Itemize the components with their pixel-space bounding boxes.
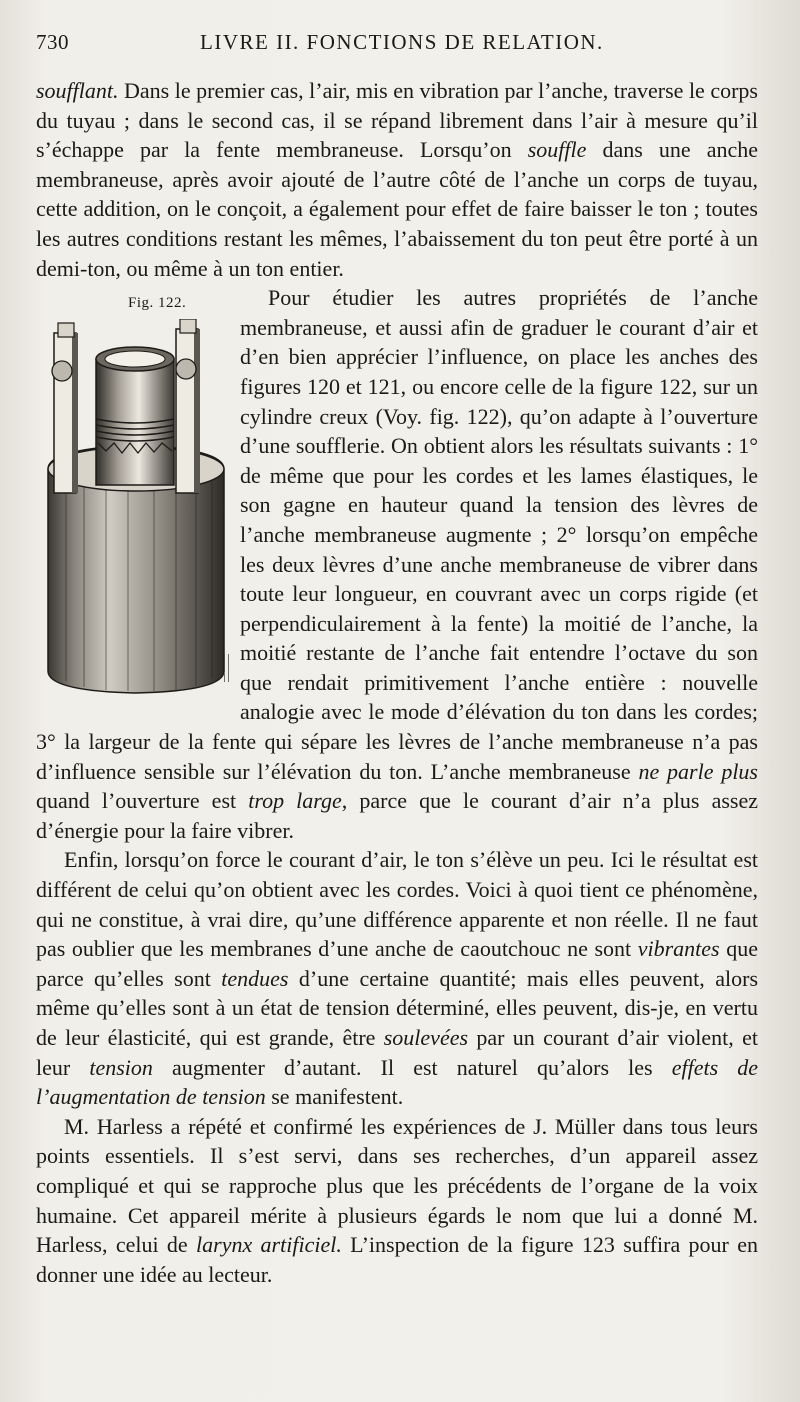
- emphasis: tension: [89, 1054, 153, 1080]
- paragraph-2: [36, 283, 758, 845]
- text-run: quand l’ouverture est: [36, 788, 249, 814]
- emphasis: souffle: [527, 137, 587, 163]
- emphasis: vibrantes: [637, 936, 720, 962]
- emphasis: effets de l’augmentation de tension: [36, 1054, 759, 1110]
- emphasis: tendues: [221, 965, 289, 991]
- text-run: dans une anche membraneuse, après avoir ajouté de l’autre côté de l’anche un corps de tuyau, cette addition, on le conçoit, a également pour effet de faire baisser le ton ; toutes les autres conditions restant les mêmes, l’abaissement du ton peut être porté à un demi-ton, ou même à un ton entier.: [36, 137, 758, 281]
- text-run: L’inspection de la figure 123 suffira pour en donner une idée au lecteur.: [36, 1232, 758, 1287]
- running-title: LIVRE II. FONCTIONS DE RELATION.: [200, 30, 604, 54]
- text-run: , parce que le courant d’air n’a plus assez d’énergie pour la faire vibrer.: [36, 788, 758, 843]
- paragraph-4: [36, 1112, 758, 1290]
- text-run: par un courant d’air violent, et leur: [36, 1025, 758, 1080]
- paragraph-1: [36, 76, 758, 283]
- body-text: [36, 76, 758, 1289]
- figure-caption: Fig. 122.: [128, 295, 187, 312]
- text-run: que parce qu’elles sont: [36, 936, 759, 991]
- paragraph-3: [36, 845, 758, 1111]
- text-run: Dans le premier cas, l’air, mis en vibration par l’anche, traverse le corps du tuyau ; dans le second cas, il se répand librement dans l’air à mesure qu’il s’échappe par la fente membraneuse. Lorsqu’on: [36, 78, 758, 163]
- text-run: se manifestent.: [265, 1084, 404, 1110]
- text-run: Pour étudier les autres propriétés de l’anche membraneuse, et aussi afin de graduer le courant d’air et d’en bien apprécier l’influence, on place les anches des figures 120 et 121, ou encore celle de la figure 122, sur un cylindre creux (Voy. fig. 122), qu’on adapte à l’ouverture d’une soufflerie. On obtient alors les résultats suivants : 1° de même que pour les cordes et les lames élastiques, le son gagne en hauteur quand la tension des lèvres de l’anche membraneuse augmente ; 2° lorsqu’on empêche les deux lèvres d’une anche membraneuse de vibrer dans toute leur longueur, en couvrant avec un corps rigide (et perpendiculairement à la fente) la moitié de l’anche, la moitié restante de l’anche fait entendre l’octave du son que rendait primitivement l’anche entière : nouvelle analogie avec le mode d’élévation du ton dans les cordes; 3° la largeur de la fente qui sépare les lèvres de l’anche membraneuse n’a pas d’influence sensible sur l’élévation du ton. L’anche membraneuse: [36, 285, 758, 784]
- emphasis: soulevées: [383, 1025, 469, 1050]
- emphasis: trop large: [248, 788, 342, 814]
- emphasis: soufflant.: [36, 78, 119, 103]
- page-number: 730: [36, 30, 69, 54]
- text-run: Enfin, lorsqu’on force le courant d’air, le ton s’élève un peu. Ici le résultat est différent de celui qu’on obtient avec les cordes. Voici à quoi tient ce phénomène, qui ne constitue, à vrai dire, qu’une différence apparente et non réelle. Il ne faut pas oublier que les membranes d’une anche de caoutchouc ne sont: [36, 847, 758, 962]
- emphasis: larynx artificiel.: [196, 1232, 342, 1258]
- text-run: M. Harless a répété et confirmé les expériences de J. Müller dans tous leurs points essentiels. Il s’est servi, dans ses recherches, d’un appareil assez compliqué et qui se rapproche plus que les précédents de l’organe de la voix humaine. Cet appareil mérite à plusieurs égards le nom que lui a donné M. Harless, celui de: [36, 1113, 758, 1258]
- text-run: d’une certaine quantité; mais elles peuvent, alors même qu’elles sont à un état de tension déterminé, elles peuvent, dis-je, en vertu de leur élasticité, qui est grande, être: [36, 965, 759, 1050]
- text-run: augmenter d’autant. Il est naturel qu’alors les: [152, 1054, 672, 1080]
- figure-122: [36, 289, 232, 709]
- membranous-reed-illustration: [36, 319, 232, 699]
- emphasis: ne parle plus: [638, 758, 758, 784]
